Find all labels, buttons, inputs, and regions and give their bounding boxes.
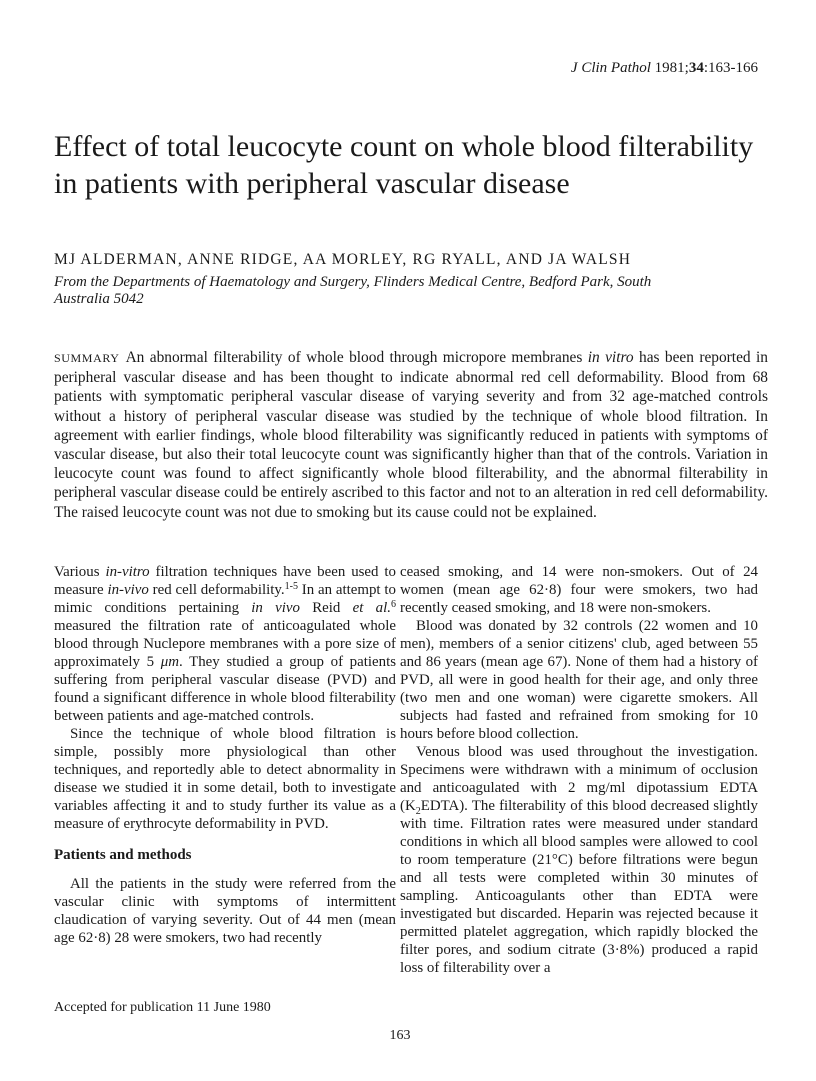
body-paragraph: Since the technique of whole blood filtration is simple, possibly more physiological than other techniques, and reportedly able to detect abnormality in disease we studied it in some detail, both to investigate variables affecting it and to study further its value as a measure of erythrocyte deformability in PVD. xyxy=(54,726,396,832)
accepted-date-note: Accepted for publication 11 June 1980 xyxy=(54,1000,271,1015)
citation-superscript: 1-5 xyxy=(284,581,298,592)
body-paragraph: All the patients in the study were referred from the vascular clinic with symptoms of intermittent claudication of varying severity. Out of 44 men (mean age 62·8) 28 were smokers, two had recently xyxy=(54,876,396,946)
journal-name: J Clin Pathol xyxy=(570,60,651,76)
intro-paragraph: Various in-vitro filtration techniques have been used to measure in-vivo red cell deformability.$^{1-5}$ In an attempt to mimic conditions pertaining in vivo Reid et al.$^6$ measured the filtration rate of anticoagulated whole blood through Nuclepore membranes with a pore size of approximately 5 μm. They studied a group of patients suffering from peripheral vascular disease (PVD) and found a significant difference in whole blood filterability between patients and age-matched controls. xyxy=(54,564,396,724)
body-paragraph: ceased smoking, and 14 were non-smokers. Out of 24 women (mean age 62·8) four were smokers, two had recently ceased smoking, and 18 were non-smokers. xyxy=(400,564,758,616)
affiliation: From the Departments of Haematology and Surgery, Flinders Medical Centre, Bedford Park, South Australia 5042 xyxy=(54,274,652,307)
summary-text-1: An abnormal filterability of whole blood through micropore membranes xyxy=(125,349,583,366)
journal-volume: 34 xyxy=(688,60,704,76)
summary-text-2: has been reported in peripheral vascular disease and has been thought to indicate abnormal red cell deformability. Blood from 68 patients with symptomatic peripheral vascular disease of varying severity and from 32 age-matched controls without a history of peripheral vascular disease was studied by the technique of whole blood filtration. In agreement with earlier findings, whole blood filterability was significantly reduced in patients with symptoms of vascular disease, but also their total leucocyte count was significantly higher than that of the controls. Variation in leucocyte count was found to affect significantly whole blood filterability, and the abnormal filterability in peripheral vascular disease could be entirely ascribed to this factor and not to an alteration in red cell deformability. The raised leucocyte count was not due to smoking but its cause could not be explained. xyxy=(54,349,768,521)
body-paragraph: Blood was donated by 32 controls (22 women and 10 men), members of a senior citizens' club, aged between 55 and 86 years (mean age 67). None of them had a history of PVD, all were in good health for their age, and only three (two men and one woman) were cigarette smokers. All subjects had fasted and refrained from smoking for 10 hours before blood collection. xyxy=(400,618,758,742)
article-title: Effect of total leucocyte count on whole blood filterability in patients with peripheral vascular disease xyxy=(54,130,754,200)
citation-superscript: 6 xyxy=(390,599,396,610)
journal-pages: :163-166 xyxy=(703,60,758,76)
journal-year: 1981 xyxy=(654,60,685,76)
section-heading: Patients and methods xyxy=(54,847,192,863)
journal-citation: J Clin Pathol 1981;34:163-166 xyxy=(570,60,758,76)
body-paragraph: Venous blood was used throughout the investigation. Specimens were withdrawn with a minimum of occlusion and anticoagulated with 2 mg/ml dipotassium EDTA $(K_2EDTA)$. The filterability of this blood decreased slightly with time. Filtration rates were measured under standard conditions in which all blood samples were allowed to cool to room temperature (21°C) before filtrations were begun and all tests were completed within 30 minutes of sampling. Anticoagulants other than EDTA were investigated but discarded. Heparin was rejected because it permitted platelet aggregation, which rapidly blocked the filter pores, and sodium citrate (3·8%) produced a rapid loss of filterability over a xyxy=(400,744,758,976)
author-list: MJ ALDERMAN, ANNE RIDGE, AA MORLEY, RG RYALL, AND JA WALSH xyxy=(54,251,632,268)
summary-italic-term: in vitro xyxy=(587,349,634,366)
summary-label: SUMMARY xyxy=(54,351,120,365)
page-number: 163 xyxy=(389,1028,411,1043)
left-column xyxy=(54,563,396,947)
summary-abstract xyxy=(54,348,768,522)
right-column xyxy=(400,563,758,977)
